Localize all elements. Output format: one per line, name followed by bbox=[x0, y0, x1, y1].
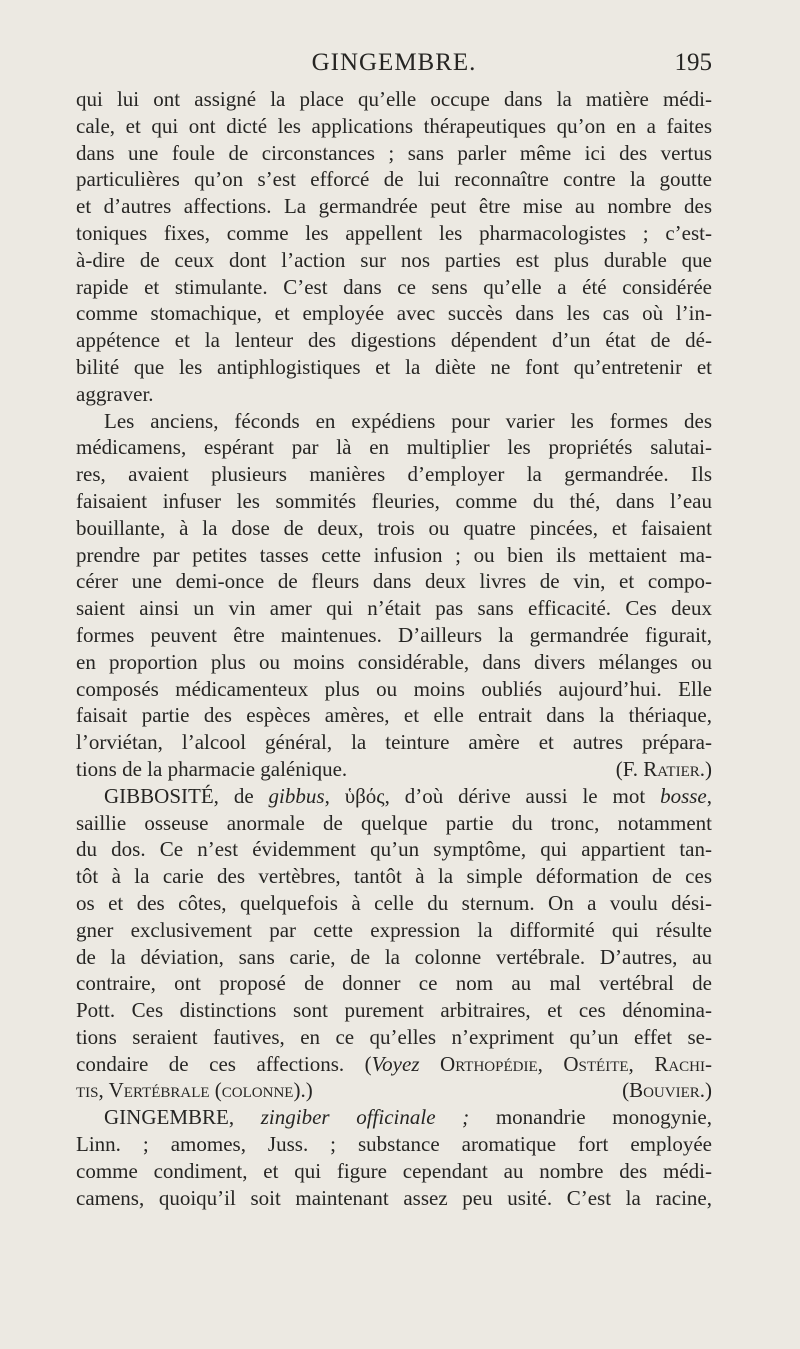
etym-comma: , bbox=[706, 783, 712, 808]
text-line: contraire, ont proposé de donner ce nom au mal vertébral de bbox=[76, 971, 712, 996]
author-signature: (Bouvier.) bbox=[622, 1078, 712, 1103]
text-line: rapide et stimulante. C’est dans ce sens qu’elle a été considérée bbox=[76, 274, 712, 299]
text-line: aggraver. bbox=[76, 381, 154, 406]
text-line: tions seraient fautives, en ce qu’elles n’expriment qu’un effet se- bbox=[76, 1024, 712, 1049]
author-signature: (F. Ratier.) bbox=[615, 756, 712, 781]
voyez-word: Voyez bbox=[371, 1051, 420, 1076]
text-line: bouillante, à la dose de deux, trois ou quatre pincées, et faisaient bbox=[76, 515, 712, 540]
text-line-end: tions de la pharmacie galénique. bbox=[76, 756, 348, 781]
text-line: et d’autres affections. La germandrée peut être mise au nombre des bbox=[76, 194, 712, 219]
etym-prefix: , de bbox=[213, 783, 269, 808]
page-header bbox=[76, 49, 712, 79]
text-line: bilité que les antiphlogistiques et la diète ne font qu’entretenir et bbox=[76, 354, 712, 379]
cross-references: Orthopédie, Ostéite, Rachi- bbox=[419, 1051, 712, 1076]
text-line: gner exclusivement par cette expression la difformité qui résulte bbox=[76, 917, 712, 942]
text-line: cérer une demi-once de fleurs dans deux livres de vin, et compo- bbox=[76, 569, 712, 594]
bouvier-signoff-line bbox=[76, 1077, 712, 1104]
gingembre-entry-line: GINGEMBRE, zingiber officinale ; monandrie monogynie, bbox=[104, 1105, 712, 1130]
latin-term: gibbus bbox=[268, 783, 325, 808]
text-line: médicamens, espérant par là en multiplier les propriétés salutai- bbox=[76, 435, 712, 460]
voyez-line bbox=[76, 1051, 712, 1078]
text-line: Pott. Ces distinctions sont purement arbitraires, et ces dénomina- bbox=[76, 998, 712, 1023]
cross-references-end: tis, Vertébrale (colonne).) bbox=[76, 1078, 313, 1103]
text-line: particulières qu’on s’est efforcé de lui reconnaître contre la goutte bbox=[76, 167, 712, 192]
text-line: formes peuvent être maintenues. D’ailleurs la germandrée figurait, bbox=[76, 622, 712, 647]
text-line: du dos. Ce n’est évidemment qu’un symptôme, qui appartient tan- bbox=[76, 837, 712, 862]
voyez-start: condaire de ces affections. ( bbox=[76, 1051, 372, 1076]
text-line: camens, quoiqu’il soit maintenant assez peu usité. C’est la racine, bbox=[76, 1185, 712, 1210]
greek-term: , ὑβός bbox=[324, 783, 385, 808]
text-line: l’orviétan, l’alcool général, la teinture amère et autres prépara- bbox=[76, 730, 712, 755]
gibbosite-headword: GIBBOSITÉ bbox=[104, 783, 214, 808]
page-number: 195 bbox=[674, 49, 712, 76]
text-line: saillie osseuse anormale de quelque partie du tronc, notamment bbox=[76, 810, 712, 835]
text-line: composés médicamenteux plus ou moins oubliés aujourd’hui. Elle bbox=[76, 676, 712, 701]
text-line: qui lui ont assigné la place qu’elle occupe dans la matière médi- bbox=[76, 87, 712, 111]
text-line: toniques fixes, comme les appellent les pharmacologistes ; c’est- bbox=[76, 220, 712, 245]
text-line: faisaient infuser les sommités fleuries, comme du thé, dans l’eau bbox=[76, 488, 712, 513]
text-line: saient ainsi un vin amer qui n’était pas sans efficacité. Ces deux bbox=[76, 596, 712, 621]
bosse-term: bosse bbox=[660, 783, 707, 808]
entry-rest: monandrie monogynie, bbox=[469, 1105, 712, 1130]
ratier-signoff-line bbox=[76, 756, 712, 783]
text-line: tôt à la carie des vertèbres, tantôt à la simple déformation de ces bbox=[76, 864, 712, 889]
text-line: prendre par petites tasses cette infusion ; ou bien ils mettaient ma- bbox=[76, 542, 712, 567]
text-line: Les anciens, féconds en expédiens pour varier les formes des bbox=[104, 408, 712, 433]
text-line: cale, et qui ont dicté les applications thérapeutiques qu’on en a faites bbox=[76, 113, 712, 138]
gibbosite-entry-line bbox=[76, 783, 712, 810]
etym-rest: , d’où dérive aussi le mot bbox=[384, 783, 661, 808]
latin-term: zingiber officinale ; bbox=[260, 1105, 470, 1130]
text-line: en proportion plus ou moins considérable, dans divers mélanges ou bbox=[76, 649, 712, 674]
text-line: à-dire de ceux dont l’action sur nos parties est plus durable que bbox=[76, 247, 712, 272]
text-line: res, avaient plusieurs manières d’employer la germandrée. Ils bbox=[76, 462, 712, 487]
running-title: GINGEMBRE. bbox=[311, 49, 477, 76]
text-line: de la déviation, sans carie, de la colonne vertébrale. D’autres, au bbox=[76, 944, 712, 969]
page-body bbox=[76, 86, 712, 1211]
text-line: comme stomachique, et employée avec succès dans les cas où l’in- bbox=[76, 301, 712, 326]
text-line: comme condiment, et qui figure cependant au nombre des médi- bbox=[76, 1158, 712, 1183]
text-line: os et des côtes, quelquefois à celle du sternum. On a voulu dési- bbox=[76, 890, 712, 915]
text-line: dans une foule de circonstances ; sans parler même ici des vertus bbox=[76, 140, 712, 165]
text-line: Linn. ; amomes, Juss. ; substance aromatique fort employée bbox=[76, 1132, 712, 1157]
text-line: faisait partie des espèces amères, et elle entrait dans la thériaque, bbox=[76, 703, 712, 728]
gingembre-headword: GINGEMBRE bbox=[104, 1105, 229, 1130]
text-line: appétence et la lenteur des digestions dépendent d’un état de dé- bbox=[76, 328, 712, 353]
